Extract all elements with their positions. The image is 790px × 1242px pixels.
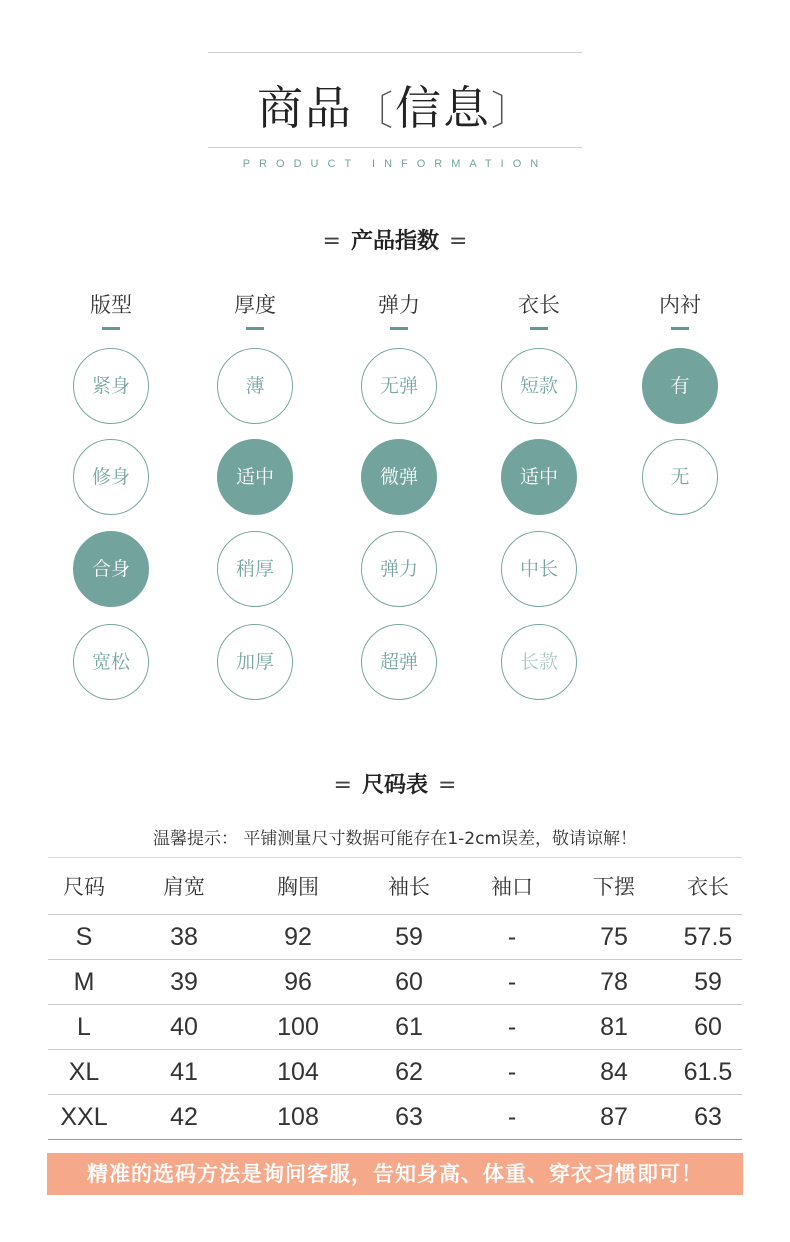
table-cell: 78 (554, 960, 674, 1005)
title-decor-right: = (449, 229, 468, 254)
index-column-underline (390, 327, 408, 330)
index-column (640, 290, 720, 488)
index-column-underline (530, 327, 548, 330)
title-decor-left: = (333, 773, 352, 798)
size-table-header-cell: 下摆 (554, 858, 674, 915)
index-column-underline (246, 327, 264, 330)
size-table-body (48, 915, 742, 1140)
table-cell: 84 (554, 1050, 674, 1095)
table-cell: XXL (48, 1095, 120, 1140)
table-cell: 39 (120, 960, 248, 1005)
table-cell: 100 (248, 1005, 348, 1050)
size-table-header-cell: 袖长 (348, 858, 470, 915)
index-column (359, 290, 439, 673)
title-bracket-left: 〔 (353, 88, 395, 134)
index-option: 紧身 (73, 348, 149, 424)
table-cell: - (470, 1095, 554, 1140)
size-table-header-cell: 胸围 (248, 858, 348, 915)
table-cell: 104 (248, 1050, 348, 1095)
table-row (48, 1050, 742, 1095)
index-column-label: 厚度 (234, 293, 276, 317)
header-bottom-rule (208, 147, 582, 148)
table-row (48, 915, 742, 960)
index-column-label: 内衬 (659, 293, 701, 317)
size-section-title (0, 768, 790, 799)
index-option: 无 (642, 439, 718, 515)
table-cell: 96 (248, 960, 348, 1005)
table-cell: 75 (554, 915, 674, 960)
measurement-note: 温馨提示： 平铺测量尺寸数据可能存在1-2cm误差，敬请谅解！ (152, 829, 638, 849)
table-cell: 87 (554, 1095, 674, 1140)
size-table-header-row (48, 858, 742, 915)
table-cell: 41 (120, 1050, 248, 1095)
index-option-selected: 有 (642, 348, 718, 424)
table-cell: 57.5 (674, 915, 742, 960)
index-column-underline (102, 327, 120, 330)
index-option: 弹力 (361, 531, 437, 607)
title-part-b: 信息 (395, 81, 491, 135)
index-option-selected: 适中 (501, 439, 577, 515)
table-cell: 60 (348, 960, 470, 1005)
title-decor-left: = (322, 229, 341, 254)
title-decor-right: = (438, 773, 457, 798)
header-top-rule (208, 52, 582, 53)
title-part-a: 商品 (257, 81, 353, 135)
size-table-header-cell: 肩宽 (120, 858, 248, 915)
index-column (215, 290, 295, 673)
title-bracket-right: 〕 (491, 88, 533, 134)
index-option: 稍厚 (217, 531, 293, 607)
size-advice-banner: 精准的选码方法是询问客服，告知身高、体重、穿衣习惯即可！ (47, 1153, 743, 1195)
table-cell: - (470, 915, 554, 960)
page-subtitle: PRODUCT INFORMATION (242, 158, 548, 170)
page-title (0, 72, 790, 138)
table-cell: 40 (120, 1005, 248, 1050)
size-table (48, 857, 742, 1140)
table-cell: 59 (348, 915, 470, 960)
table-cell: M (48, 960, 120, 1005)
table-cell: 61.5 (674, 1050, 742, 1095)
index-option: 长款 (501, 624, 577, 700)
index-section-title-text: 产品指数 (350, 229, 439, 254)
table-cell: XL (48, 1050, 120, 1095)
table-row (48, 960, 742, 1005)
index-option-selected: 适中 (217, 439, 293, 515)
index-option-selected: 合身 (73, 531, 149, 607)
size-table-header-cell: 尺码 (48, 858, 120, 915)
index-option: 加厚 (217, 624, 293, 700)
table-cell: 63 (348, 1095, 470, 1140)
index-column-label: 版型 (90, 293, 132, 317)
table-row (48, 1095, 742, 1140)
table-cell: 92 (248, 915, 348, 960)
index-column (499, 290, 579, 673)
table-cell: 63 (674, 1095, 742, 1140)
table-cell: 60 (674, 1005, 742, 1050)
table-cell: - (470, 1005, 554, 1050)
table-cell: 59 (674, 960, 742, 1005)
table-cell: 38 (120, 915, 248, 960)
index-option: 无弹 (361, 348, 437, 424)
index-option: 短款 (501, 348, 577, 424)
index-column-label: 衣长 (518, 293, 560, 317)
table-cell: 61 (348, 1005, 470, 1050)
index-option: 修身 (73, 439, 149, 515)
index-option-selected: 微弹 (361, 439, 437, 515)
size-table-header-cell: 袖口 (470, 858, 554, 915)
index-option: 中长 (501, 531, 577, 607)
table-cell: 62 (348, 1050, 470, 1095)
table-cell: 81 (554, 1005, 674, 1050)
index-column-underline (671, 327, 689, 330)
size-section-title-text: 尺码表 (361, 773, 428, 798)
table-cell: - (470, 960, 554, 1005)
table-cell: 108 (248, 1095, 348, 1140)
index-option: 薄 (217, 348, 293, 424)
index-column-label: 弹力 (378, 293, 420, 317)
table-row (48, 1005, 742, 1050)
table-cell: L (48, 1005, 120, 1050)
index-option: 宽松 (73, 624, 149, 700)
index-option: 超弹 (361, 624, 437, 700)
index-section-title (0, 224, 790, 255)
index-column (71, 290, 151, 673)
table-cell: 42 (120, 1095, 248, 1140)
table-cell: - (470, 1050, 554, 1095)
size-table-header-cell: 衣长 (674, 858, 742, 915)
table-cell: S (48, 915, 120, 960)
